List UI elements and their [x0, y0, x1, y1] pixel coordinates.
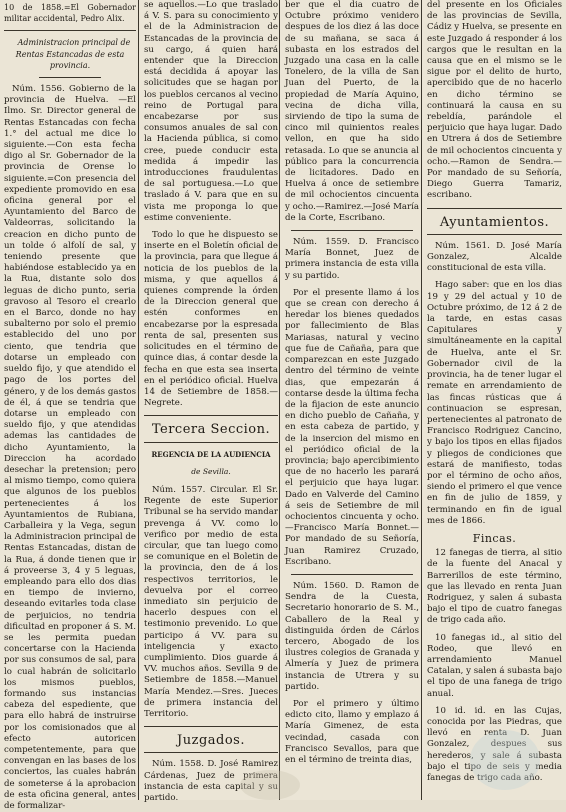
divider — [144, 442, 278, 443]
finca-1: 12 fanegas de tierra, al sitio de la fuente del Anacal y Barrerillos de este término, que las llevado en renta Juan Rodriguez, y salen á subasta bajo el tipo de cuatro fanegas de trigo cada año. — [427, 548, 562, 626]
section-title-fincas: Fincas. — [472, 531, 517, 545]
finca-3: 10 id. id. en las Cujas, conocida por las Piedras, que llevó en renta D. Juan Gonzalez, despues sus herederos, y sale á subasta bajo el tipo de seis y media fanegas de trigo cada año. — [427, 705, 562, 783]
divider — [427, 234, 562, 235]
top-note: 10 de 1858.=El Gobernador militar accidental, Pedro Alix. — [4, 3, 136, 24]
admin-title: Administracion principal de Rentas Estancadas de esta provincia. — [15, 38, 131, 70]
column-rule — [421, 0, 422, 800]
order-text: Todo lo que he dispuesto se inserte en el Boletín oficial de la provincia, para que llegue á noticia de los pueblos de la misma, y que aquellos á quienes comprende la órden de la Direccion general que estén conformes en encabezarse por la espresada renta de sal, presenten sus solicitudes en el término de quince dias, á contar desde la fecha en que esta sea inserta en el periódico oficial. Huelva 14 de Setiembre de 1858.—Negrete. — [144, 230, 278, 409]
column-2 — [140, 0, 282, 803]
section-title-tercera: Tercera Seccion. — [151, 422, 271, 438]
divider — [427, 208, 562, 209]
column-rule — [138, 0, 139, 800]
notice-1559-body: Por el presente llamo á los que se crean con derecho á heredar los bienes quedados por fallecimiento de Blas Mariasas, natural y vecino que fue de Cañaña, para que comparezcan en este Juzgado dentro del término de veinte dias, que empezarán á contarse desde la última fecha de la fijacion de este anuncio en dicho pueblo de Cañaña, y en esta cabeza de partido, y de la insercion del mismo en el periódico oficial de la provincia; bajo apercibimiento que de no hacerlo les parará el perjuicio que haya lugar. Dado en Valverde del Camino á seis de Setiembre de mil ochocientos cincuenta y ocho.—Francisco María Bonnet.—Por mandado de su Señoría, Juan Ramirez Cruzado, Escribano. — [285, 287, 419, 567]
notice-1560-heading: Núm. 1560. D. Ramon de Sendra de la Cuesta, Secretario honorario de S. M., Caballero de la Real y distinguida órden de Cárlos tercero, Abogado de los ilustres colegios de Granada y Almería y Juez de primera instancia de Utrera y su partido. — [285, 580, 419, 692]
notice-1559-heading: Núm. 1559. D. Francisco María Bonnet, Juez de primera instancia de esta villa y su partido. — [285, 237, 419, 281]
circular-1557: Núm. 1557. Circular. El Sr. Regente de este Superior Tribunal se ha servido mandar prevenga á VV. como lo verifico por medio de esta circular, que tan luego como se comunique en el Boletin de la provincia, den de á los respectivos territorios, le devuelva por el correo inmediato sin perjuicio de hacerlo despues con el testimonio prevenido. Lo que participo á VV. para su inteligencia y exacto cumplimiento. Dios guarde á VV. muchos años. Sevilla 9 de Setiembre de 1858.—Manuel María Mendez.—Sres. Jueces de primera instancia del Territorio. — [144, 484, 278, 719]
divider — [291, 574, 413, 575]
divider — [4, 30, 136, 31]
divider — [39, 77, 101, 78]
notice-1558: Núm. 1558. D. José Ramirez Cárdenas, Juez de primera instancia de esta capital y su partido. — [144, 759, 278, 803]
subasta-text: ber que el dia cuatro de Octubre próximo venidero despues de los diez á las doce de su mañana, se saca á subasta en los estrados del Juzgado una casa en la calle Tonelero, de la villa de San Juan del Puerto, de la propiedad de María Aquino, vecina de dicha villa, sirviendo de tipo la suma de cinco mil quinientos reales vellon, en que ha sido retasada. Lo que se anuncia al público para la concurrencia de licitadores. Dado en Huelva á once de setiembre de mil ochocientos cincuenta y ocho.—Ramirez.—José María de la Corte, Escribano. — [285, 0, 419, 223]
divider — [144, 752, 278, 753]
utrera-text: del presente en los Oficiales de las provincias de Sevilla, Cádiz y Huelva, se presente en este Juzgado á responder á los cargos que le resultan en la causa que en el mismo se le sigue por el delito de hurto, apercibido que de no hacerlo en dicho término se continuará la causa en su rebeldía, parándole el perjuicio que haya lugar. Dado en Utrera á dos de Setiembre de mil ochocientos cincuenta y ocho.—Ramon de Sendra.—Por mandado de su Señoría, Diego Guerra Tamariz, escribano. — [427, 0, 562, 201]
audiencia-subtitle: de Sevilla. — [191, 466, 231, 476]
divider — [291, 230, 413, 231]
notice-1561-body: Hago saber: que en los dias 19 y 29 del actual y 10 de Octubre próximo, de 12 á 2 de la tarde, en estas casas Capitulares y simultáneamente en la capital de Huelva, ante el Sr. Gobernador civil de la provincia, ha de tener lugar el remate en arrendamiento de las fincas rústicas que á continuacion se espresan, pertenecientes al patronato de Francisco Rodriguez Cancino, y bajo los tipos en ellas fijados y pliegos de condiciones que estará de manifiesto, todas por el término de ocho años, siendo el primero el que vence en fin de julio de 1859, y terminando en fin de igual mes de 1866. — [427, 280, 562, 526]
continuation-text: se aquellos.—Lo que traslado á V. S. para su conocimiento y el de la Administracion de Estancadas de la provincia de su cargo, á quien hará entender que la Direccion está decidida á apoyar las solicitudes que se hagan por los pueblos cercanos al vecino reino de Portugal para encabezarse por sus consumos anuales de sal con la Hacienda pública, si como cree, puede conducir esta medida á impedir las introducciones fraudulentas de sal portuguesa.—Lo que traslado á V. para que en su vista me proponga lo que estime conveniente. — [144, 0, 278, 223]
divider — [144, 415, 278, 416]
column-4 — [423, 0, 566, 800]
section-title-juzgados: Juzgados. — [177, 733, 245, 749]
column-3 — [281, 0, 423, 800]
notice-1560-body: Por el primero y último edicto cito, llamo y emplazo á María Gimenez, de esta vecindad, casada con Francisco Sevallos, para que en el término de treinta dias, — [285, 698, 419, 765]
section-title-ayuntamientos: Ayuntamientos. — [439, 214, 550, 230]
audiencia-title: REGENCIA DE LA AUDIENCIA — [151, 449, 271, 459]
notice-1556: Núm. 1556. Gobierno de la provincia de Huelva. —El Ilmo. Sr. Director general de Rentas Estancadas con fecha 1.° del actual me dice lo siguiente.—Con esta fecha digo al Sr. Gobernador de la provincia de Orense lo siguiente.=Con presencia del expediente promovido en esa oficina general por el Ayuntamiento del Barco de Valdeorras, solicitando la creacion en dicho punto de un tolde ó alfolí de sal, y teniendo presente que habiéndose establecido ya en la Rua, distante solo dos leguas de dicho punto, seria gravoso al Tesoro el crearlo en el Barco, donde no hay subalterno por solo el premio establecido del uno por ciento, que tendria que dotarse un empleado con sueldo fijo, y que atendido el pago de los portes del género, y de los demás gastos de él, á que se tendria que dotarse un empleado con sueldo fijo, y que atendidas ademas las cantidades de dicho Ayuntamiento, la Direccion ha acordado desechar la pretension; pero al mismo tiempo, como quiera que algunos de los pueblos pertenecientes á los Ayuntamientos de Rubiana, Carballeira y la Vega, segun la Administracion principal de Rentas Estancadas, distan de la Rua, á donde tienen que ir á proveerse 3, 4 y 5 leguas, empleando para ello dos dias en tiempo de invierno, deseando evitarles toda clase de perjuicios, no tendria dificultad en proponer á S. M. se les permita puedan concertarse con la Hacienda por sus consumos de sal, para lo cual habrán de solicitarlo los mismos pueblos, formando sus instancias cabeza del espediente, que para ello habrá de instruirse por los comisionados que al efecto autoricen competentemente, para que convengan en las bases de los conciertos, las cuales habrán de someterse á la aprobacion de esta oficina general, antes de formalizar- — [4, 84, 136, 812]
notice-1561-heading: Núm. 1561. D. José María Gonzalez, Alcalde constitucional de esta villa. — [427, 240, 562, 274]
column-rule — [279, 0, 280, 800]
finca-2: 10 fanegas id., al sitio del Rodeo, que llevó en arrendamiento Manuel Catalan, y salen á subasta bajo el tipo de una fanega de trigo anual. — [427, 632, 562, 699]
divider — [144, 726, 278, 727]
column-1 — [0, 0, 140, 812]
